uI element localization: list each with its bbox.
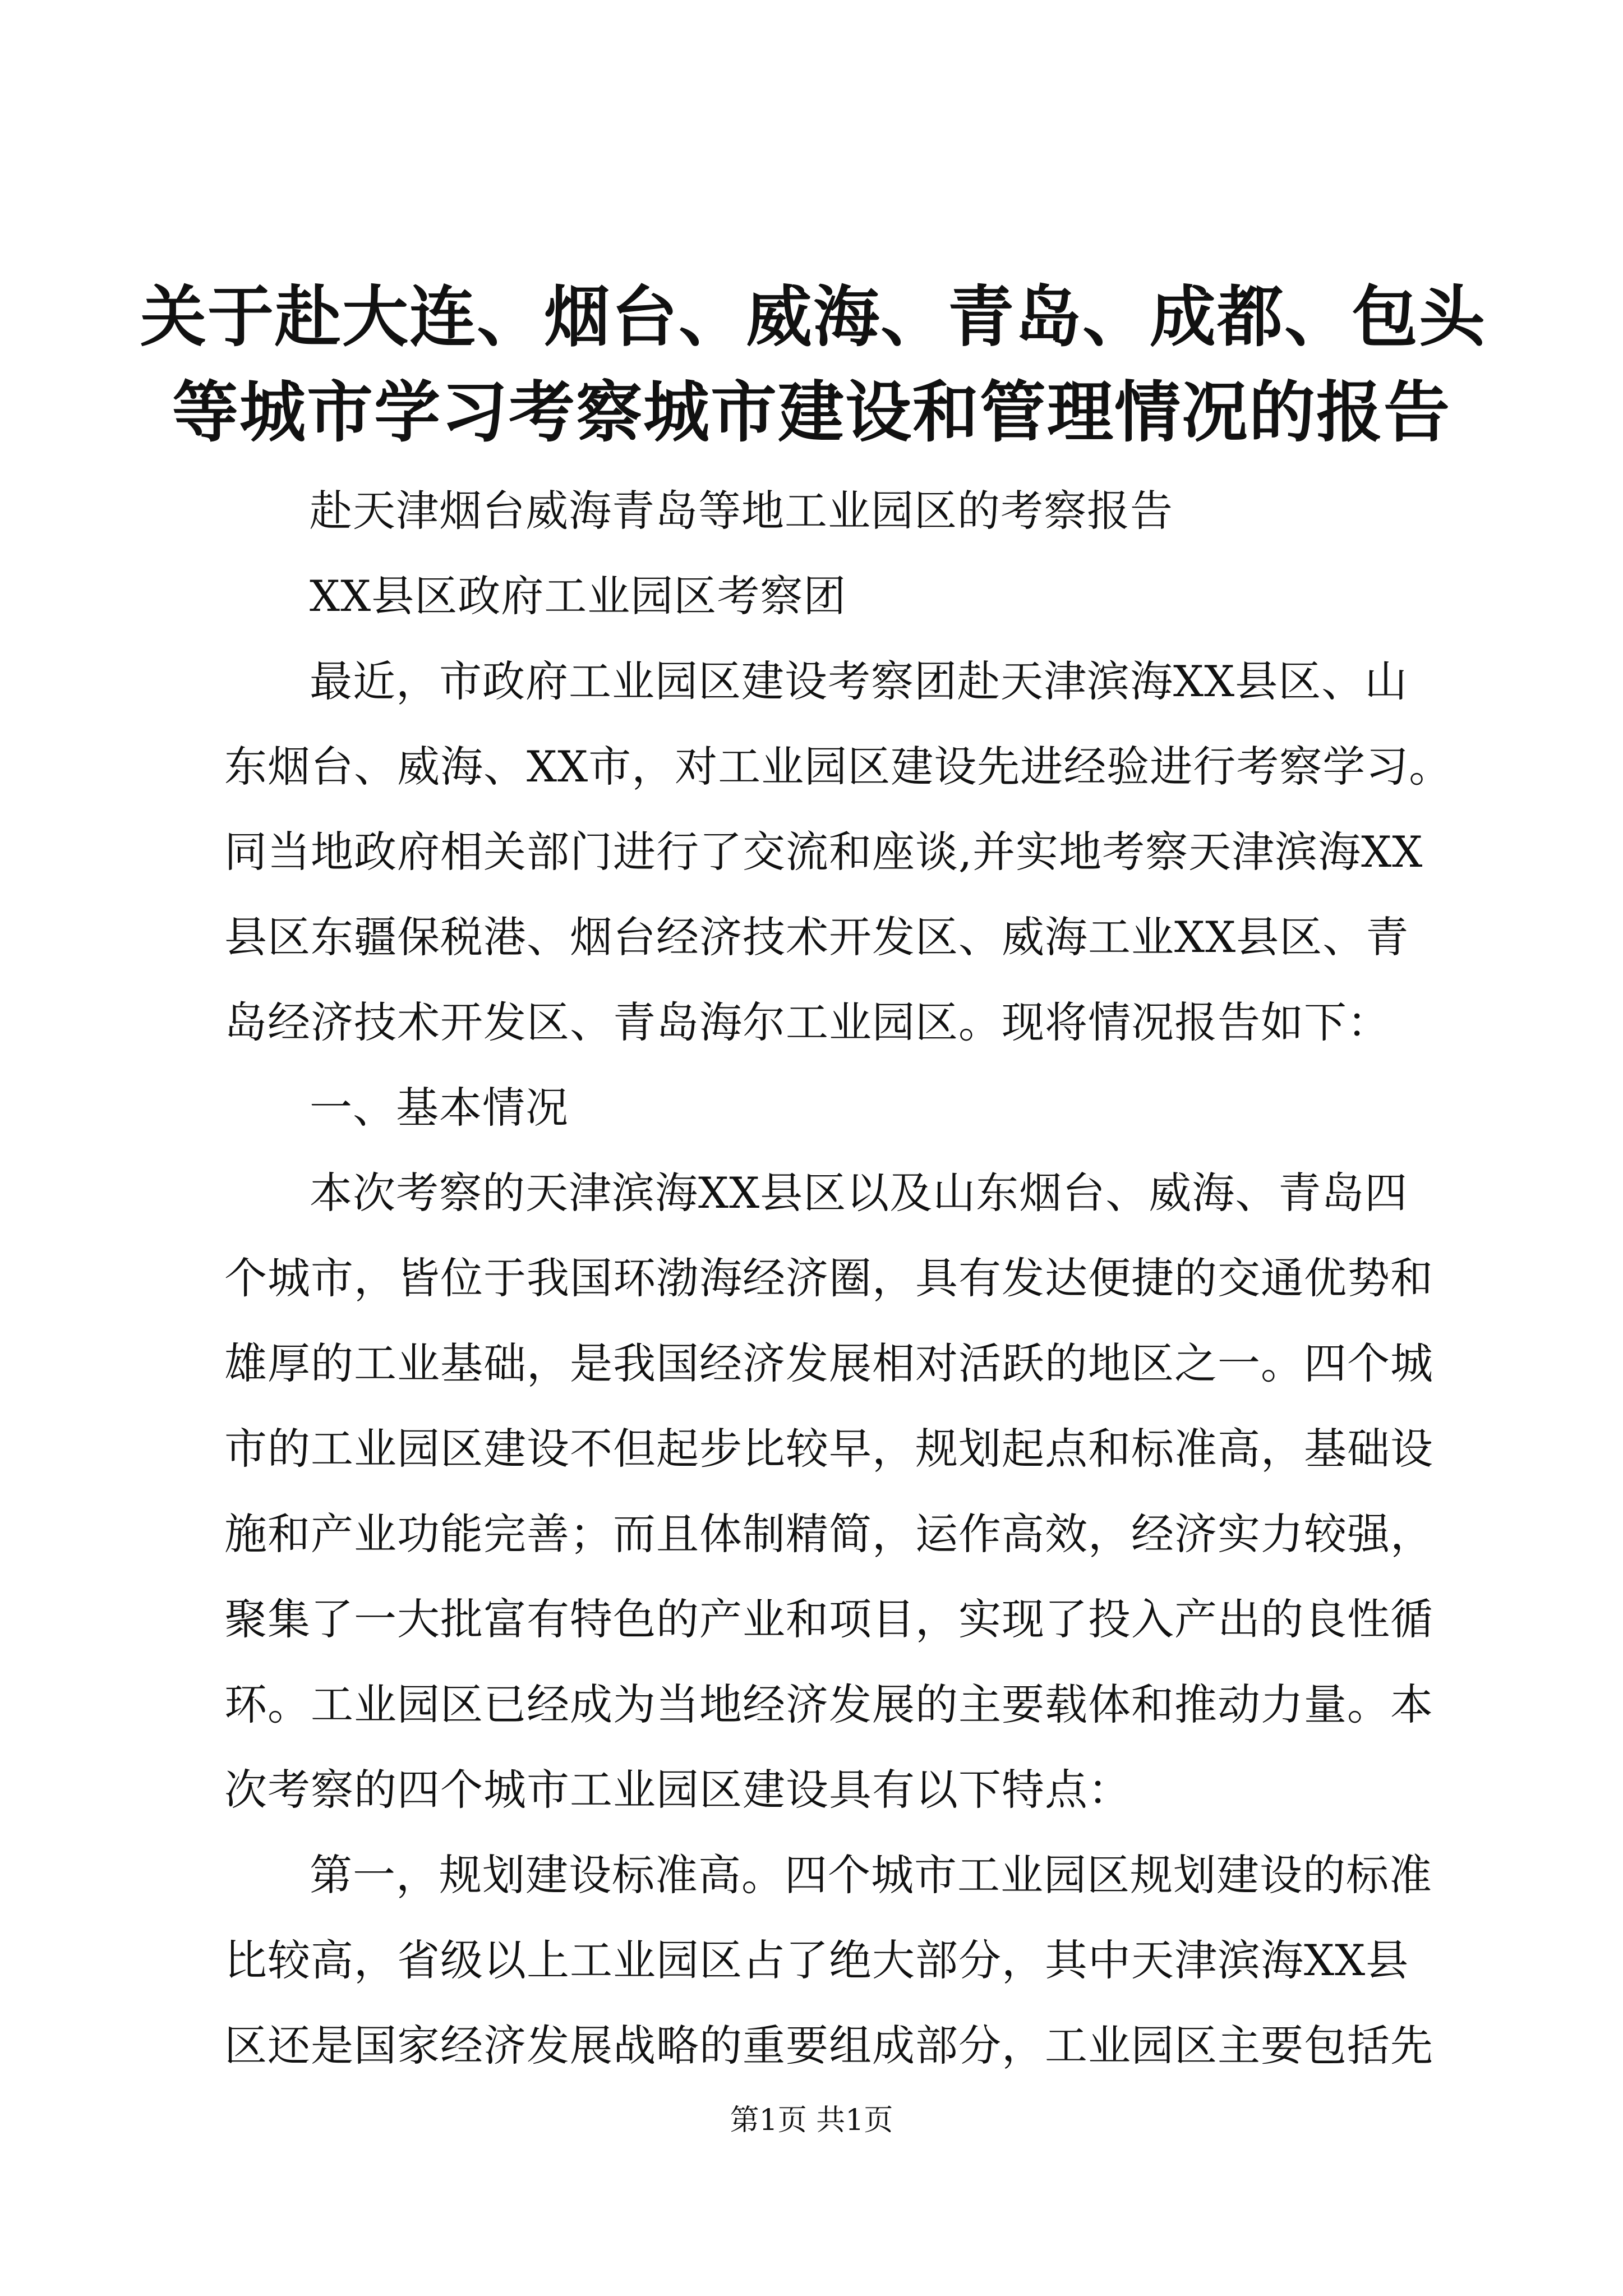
text-line: 次考察的四个城市工业园区建设具有以下特点： bbox=[224, 1765, 1131, 1815]
paragraph-point-one bbox=[224, 1833, 1433, 2088]
text-line: 环。工业园区已经成为当地经济发展的主要载体和推动力量。本 bbox=[224, 1680, 1433, 1729]
paragraph-author bbox=[224, 554, 1430, 639]
text-line: 县区东疆保税港、烟台经济技术开发区、威海工业XX县区、青 bbox=[224, 912, 1409, 962]
page-footer: 第1页 共1页 bbox=[730, 2104, 893, 2137]
text-line: 本次考察的天津滨海XX县区以及山东烟台、威海、青岛四 bbox=[310, 1168, 1408, 1218]
text-line: 第一，规划建设标准高。四个城市工业园区规划建设的标准 bbox=[310, 1850, 1432, 1900]
text-line: 雄厚的工业基础，是我国经济发展相对活跃的地区之一。四个城 bbox=[224, 1338, 1433, 1388]
text-line: 市的工业园区建设不但起步比较早，规划起点和标准高，基础设 bbox=[224, 1424, 1433, 1474]
text-line: 施和产业功能完善；而且体制精简，运作高效，经济实力较强， bbox=[224, 1509, 1433, 1559]
text-line: 个城市，皆位于我国环渤海经济圈，具有发达便捷的交通优势和 bbox=[224, 1253, 1433, 1303]
text-line: 最近，市政府工业园区建设考察团赴天津滨海XX县区、山 bbox=[310, 656, 1408, 706]
text-line: 聚集了一大批富有特色的产业和项目，实现了投入产出的良性循 bbox=[224, 1594, 1433, 1644]
section-heading bbox=[224, 1065, 1430, 1151]
paragraph-intro bbox=[224, 639, 1453, 1065]
text-line: 岛经济技术开发区、青岛海尔工业园区。现将情况报告如下： bbox=[224, 997, 1390, 1047]
paragraph-subtitle bbox=[224, 468, 1430, 554]
text-line: 东烟台、威海、XX市，对工业园区建设先进经验进行考察学习。 bbox=[224, 742, 1453, 792]
text-line: XX县区政府工业园区考察团 bbox=[310, 571, 847, 621]
text-line: 赴天津烟台威海青岛等地工业园区的考察报告 bbox=[310, 486, 1173, 536]
text-line: 一、基本情况 bbox=[310, 1083, 569, 1133]
paragraph-overview bbox=[224, 1151, 1433, 1833]
text-line: 比较高，省级以上工业园区占了绝大部分，其中天津滨海XX县 bbox=[224, 1935, 1409, 1985]
document-body bbox=[224, 468, 1453, 2088]
title-line: 等城市学习考察城市建设和管理情况的报告 bbox=[172, 373, 1451, 451]
title-line: 关于赴大连、烟台、威海、青岛、成都、包头 bbox=[140, 278, 1487, 356]
document-title bbox=[140, 269, 1487, 460]
text-line: 同当地政府相关部门进行了交流和座谈,并实地考察天津滨海XX bbox=[224, 827, 1423, 877]
text-line: 区还是国家经济发展战略的重要组成部分，工业园区主要包括先 bbox=[224, 2021, 1433, 2070]
